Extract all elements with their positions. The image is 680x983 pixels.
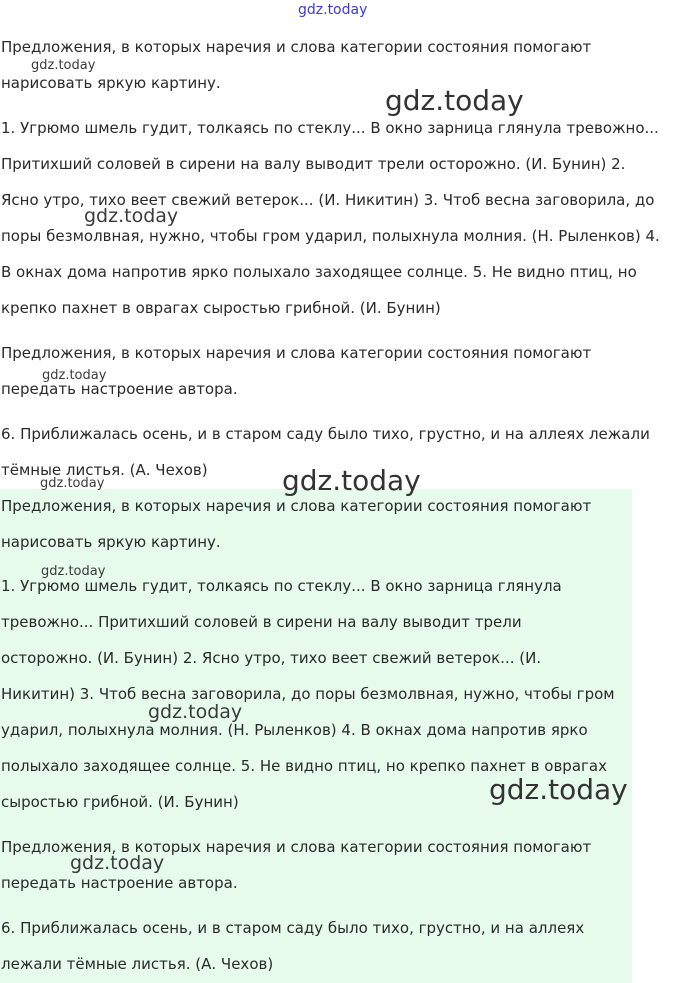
watermark: gdz.today xyxy=(41,564,106,579)
highlighted-sentences-mood: 6. Приближалась осень, и в старом саду было тихо, грустно, и на аллеях лежали тёмные листья. (А. Чехов) xyxy=(1,919,585,973)
watermark: gdz.today xyxy=(489,773,628,806)
original-sentences-vivid: 1. Угрюмо шмель гудит, толкаясь по стеклу... В окно зарница глянула тревожно... Притихший соловей в сирени на валу выводит трели осторожно. (И. Бунин) 2. Ясно утро, тихо веет свежий ветерок... (И. Никитин) 3. Чтоб весна заговорила, до поры безмолвная, нужно, чтобы гром ударил, полыхнула молния. (Н. Рыленков) 4. В окнах дома напротив ярко полыхало заходящее солнце. 5. Не видно птиц, но крепко пахнет в оврагах сыростью грибной. (И. Бунин) xyxy=(1,119,660,317)
watermark: gdz.today xyxy=(70,852,165,874)
watermark: gdz.today xyxy=(282,464,421,497)
watermark: gdz.today xyxy=(84,205,179,227)
original-heading-mood: Предложения, в которых наречия и слова категории состояния помогают передать настроение автора. xyxy=(1,344,592,398)
highlighted-heading-vivid: Предложения, в которых наречия и слова категории состояния помогают нарисовать яркую картину. xyxy=(1,497,592,551)
watermark: gdz.today xyxy=(385,84,524,117)
highlighted-sentences-vivid: 1. Угрюмо шмель гудит, толкаясь по стеклу... В окно зарница глянула тревожно... Притихший соловей в сирени на валу выводит трели осторожно. (И. Бунин) 2. Ясно утро, тихо веет свежий ветерок... (И. Никитин) 3. Чтоб весна заговорила, до поры безмолвная, нужно, чтобы гром ударил, полыхнула молния. (Н. Рыленков) 4. В окнах дома напротив ярко полыхало заходящее солнце. 5. Не видно птиц, но крепко пахнет в оврагах сыростью грибной. (И. Бунин) xyxy=(1,577,615,811)
original-heading-vivid: Предложения, в которых наречия и слова категории состояния помогают нарисовать яркую картину. xyxy=(1,38,592,92)
watermark: gdz.today xyxy=(148,701,243,723)
watermark: gdz.today xyxy=(40,476,105,491)
watermark: gdz.today xyxy=(42,368,107,383)
header-watermark: gdz.today xyxy=(298,2,368,18)
watermark: gdz.today xyxy=(31,58,96,73)
original-sentences-mood: 6. Приближалась осень, и в старом саду было тихо, грустно, и на аллеях лежали тёмные листья. (А. Чехов) xyxy=(1,425,650,479)
highlighted-heading-mood: Предложения, в которых наречия и слова категории состояния помогают передать настроение автора. xyxy=(1,838,592,892)
